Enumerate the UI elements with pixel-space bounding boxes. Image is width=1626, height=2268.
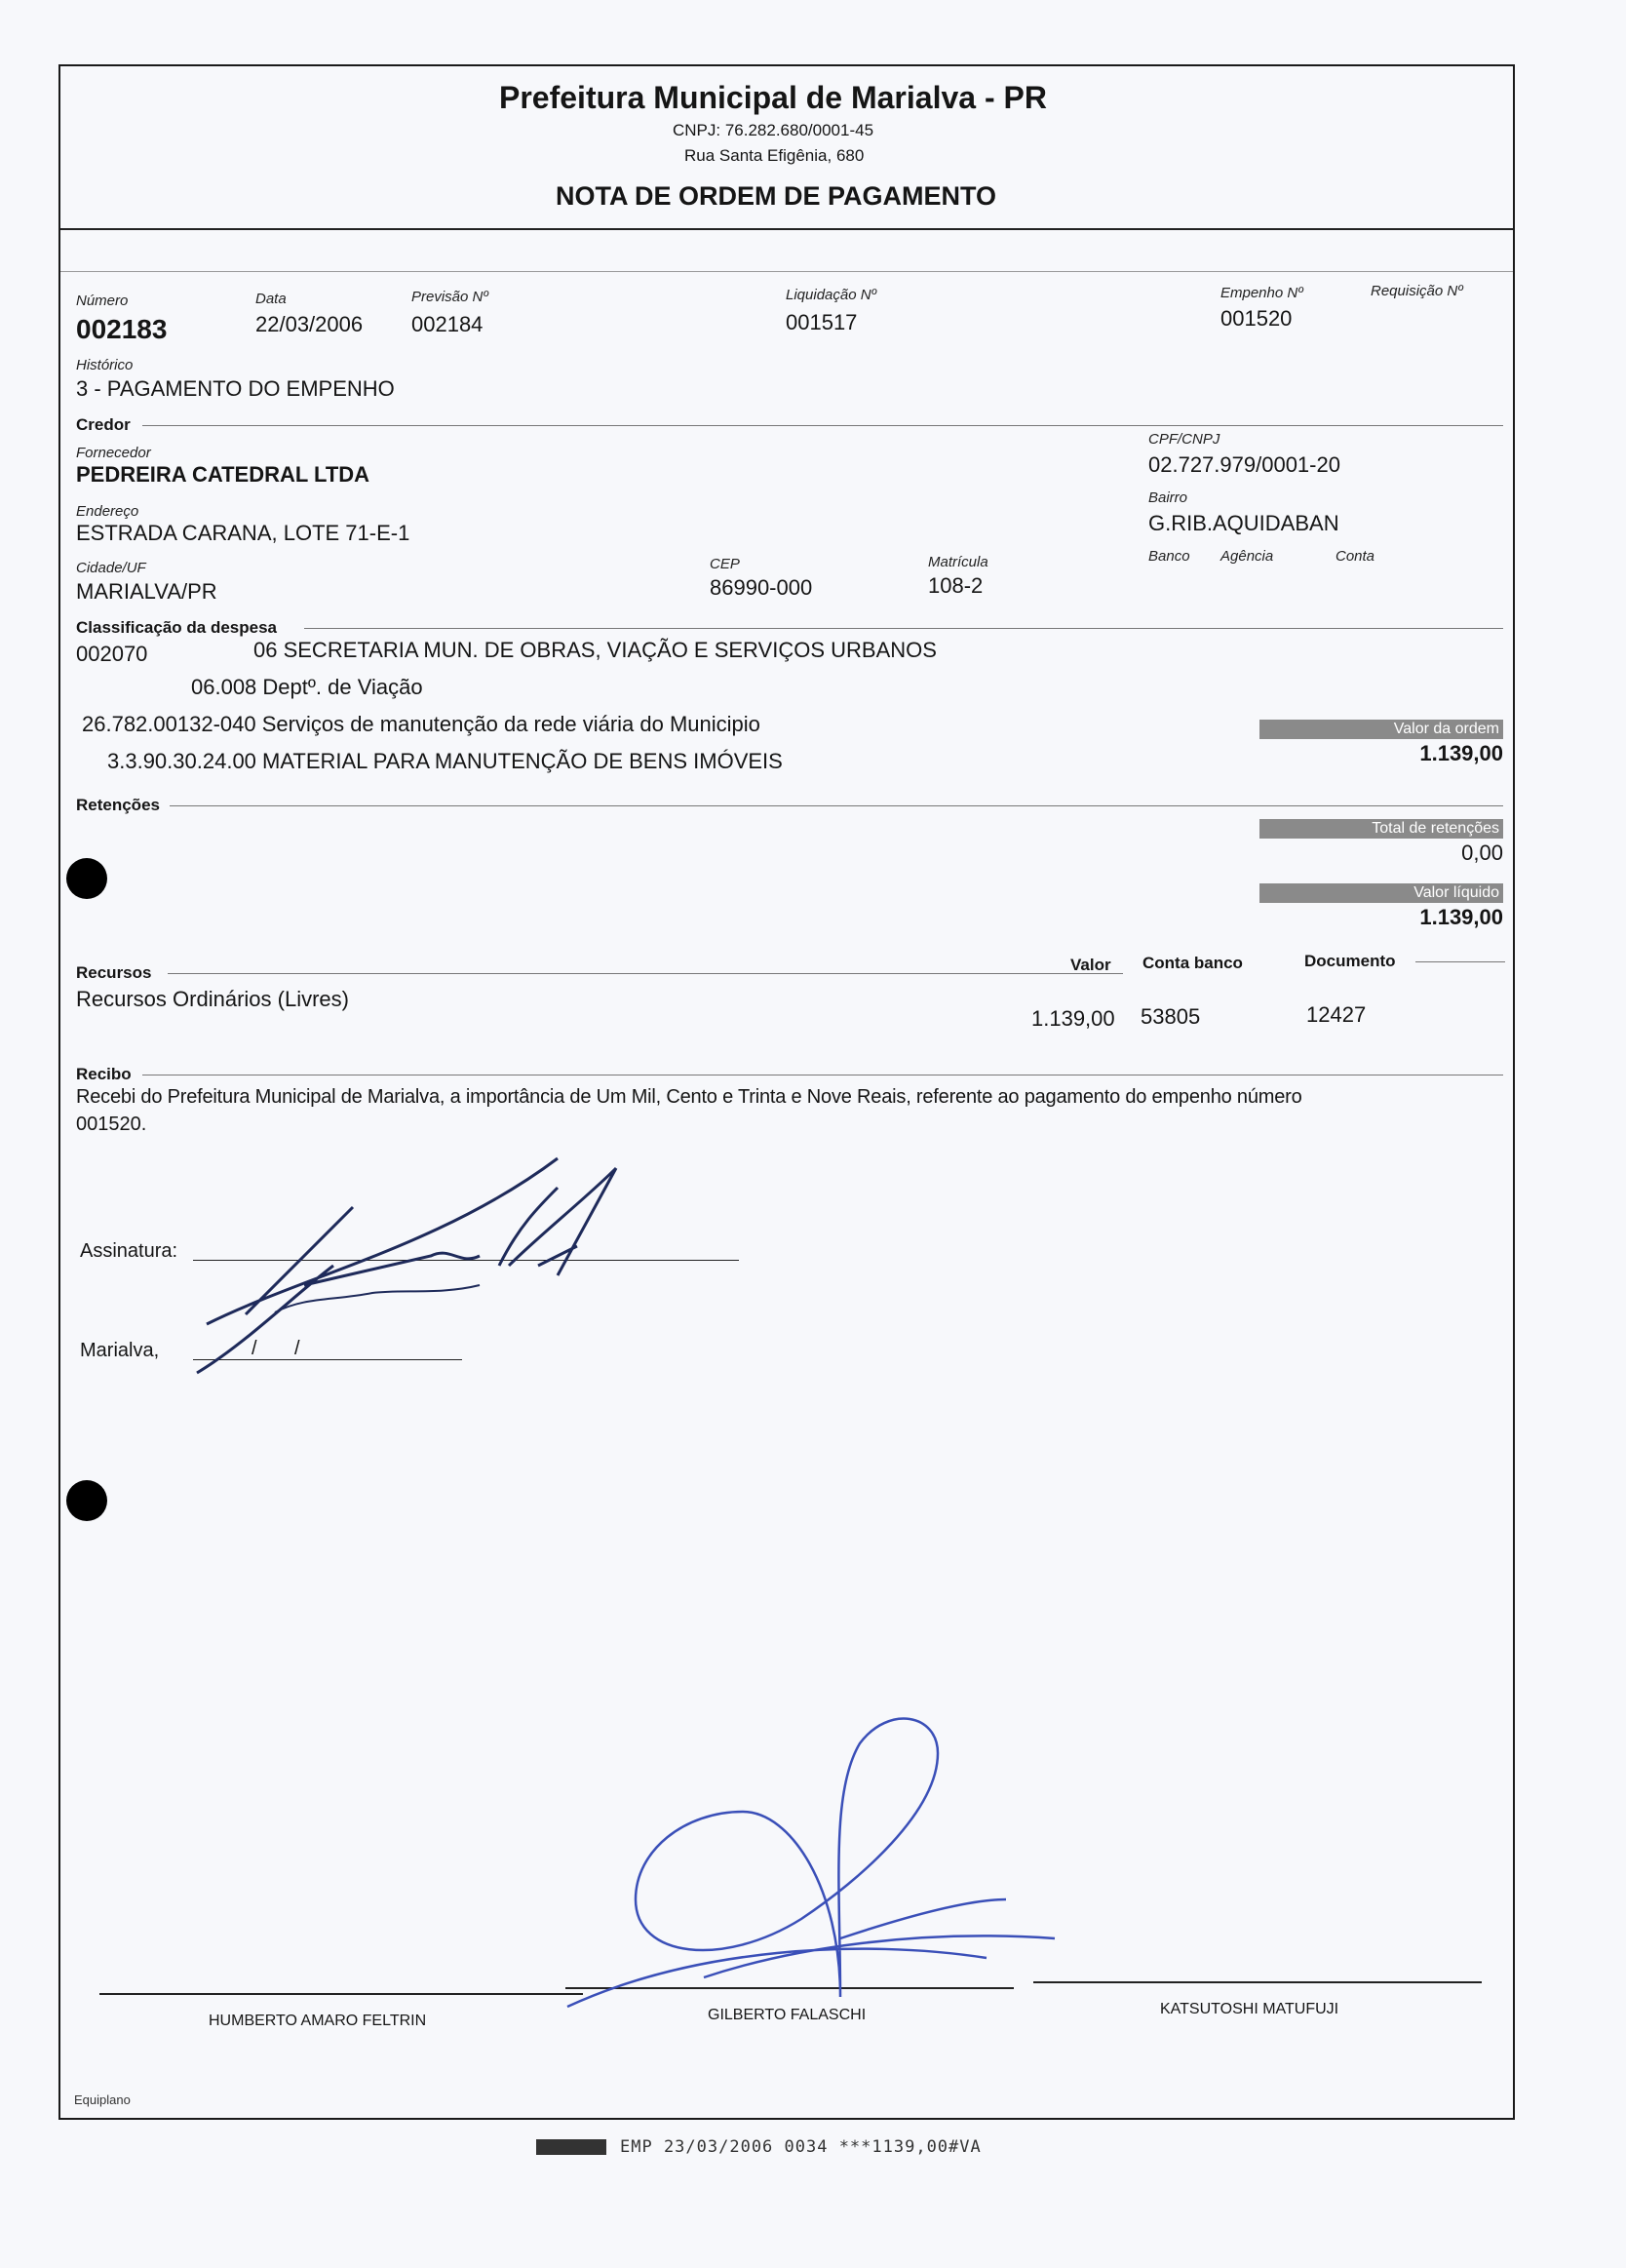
document-frame — [58, 64, 1515, 2120]
agencia-label: Agência — [1220, 548, 1274, 565]
classificacao-programa: 26.782.00132-040 Serviços de manutenção da rede viária do Municipio — [82, 712, 760, 736]
endereco-label: Endereço — [76, 503, 139, 520]
fornecedor-label: Fornecedor — [76, 445, 151, 461]
requisicao-label: Requisição Nº — [1371, 283, 1463, 299]
credor-section: Credor — [76, 415, 131, 434]
recibo-text-line2: 001520. — [76, 1114, 147, 1135]
liquidacao-value: 001517 — [786, 310, 858, 334]
cep-value: 86990-000 — [710, 575, 813, 600]
header-address: Rua Santa Efigênia, 680 — [684, 146, 865, 165]
total-retencoes-label: Total de retenções — [1259, 819, 1503, 839]
cpf-value: 02.727.979/0001-20 — [1148, 452, 1340, 477]
total-retencoes-value: 0,00 — [1461, 841, 1503, 865]
matricula-value: 108-2 — [928, 573, 984, 598]
punch-hole-bottom — [66, 1480, 107, 1521]
valor-ordem-label: Valor da ordem — [1259, 720, 1503, 739]
signature-line-1 — [99, 1993, 583, 1995]
assinatura-label: Assinatura: — [80, 1240, 178, 1262]
recursos-documento-label: Documento — [1304, 952, 1396, 970]
credor-line — [142, 425, 1503, 426]
data-value: 22/03/2006 — [255, 312, 364, 336]
numero-label: Número — [76, 293, 129, 309]
stamp-logo-icon — [536, 2139, 606, 2155]
classificacao-depto: 06.008 Deptº. de Viação — [191, 675, 423, 699]
header-divider — [60, 228, 1513, 230]
header-title: Prefeitura Municipal de Marialva - PR — [499, 80, 1047, 115]
cidade-label: Cidade/UF — [76, 560, 146, 576]
classificacao-secretaria: 06 SECRETARIA MUN. DE OBRAS, VIAÇÃO E SERVIÇOS URBANOS — [253, 638, 937, 662]
date-slash-2: / — [294, 1338, 300, 1359]
recibo-text-line1: Recebi do Prefeitura Municipal de Marialva, a importância de Um Mil, Cento e Trinta e Nove Reais, referente ao pagamento do empenho número — [76, 1086, 1302, 1108]
recursos-documento: 12427 — [1306, 1002, 1367, 1027]
recursos-conta-label: Conta banco — [1142, 954, 1243, 972]
cep-label: CEP — [710, 556, 740, 572]
blue-ink-signature — [548, 1695, 1094, 2026]
historico-value: 3 - PAGAMENTO DO EMPENHO — [76, 376, 395, 401]
stamp-text: EMP 23/03/2006 0034 ***1139,00#VA — [620, 2137, 982, 2157]
signatory-1: HUMBERTO AMARO FELTRIN — [209, 2013, 427, 2029]
valor-ordem-value: 1.139,00 — [1419, 741, 1503, 765]
valor-liquido-label: Valor líquido — [1259, 883, 1503, 903]
signatory-3: KATSUTOSHI MATUFUJI — [1160, 2001, 1339, 2017]
matricula-label: Matrícula — [928, 554, 988, 570]
recursos-section: Recursos — [76, 963, 152, 982]
local-label: Marialva, — [80, 1340, 160, 1361]
retencoes-section: Retenções — [76, 796, 160, 814]
signature-line-3 — [1033, 1981, 1482, 1983]
banco-label: Banco — [1148, 548, 1190, 565]
bairro-label: Bairro — [1148, 489, 1188, 506]
header-divider-thin — [60, 271, 1513, 272]
recursos-valor: 1.139,00 — [1031, 1006, 1115, 1031]
receipt-signature — [187, 1129, 714, 1412]
header-cnpj: CNPJ: 76.282.680/0001-45 — [673, 121, 874, 139]
fornecedor-value: PEDREIRA CATEDRAL LTDA — [76, 462, 370, 487]
empenho-label: Empenho Nº — [1220, 285, 1303, 301]
classificacao-line — [304, 628, 1503, 629]
empenho-value: 001520 — [1220, 306, 1293, 331]
classificacao-elemento: 3.3.90.30.24.00 MATERIAL PARA MANUTENÇÃO DE BENS IMÓVEIS — [107, 749, 783, 773]
recursos-line — [168, 973, 1123, 974]
endereco-value: ESTRADA CARANA, LOTE 71-E-1 — [76, 521, 410, 545]
classificacao-code: 002070 — [76, 642, 148, 666]
signatory-2: GILBERTO FALASCHI — [708, 2007, 867, 2023]
recursos-descricao: Recursos Ordinários (Livres) — [76, 987, 349, 1011]
numero-value: 002183 — [76, 314, 168, 344]
document-title: NOTA DE ORDEM DE PAGAMENTO — [556, 181, 997, 211]
previsao-label: Previsão Nº — [411, 289, 488, 305]
bairro-value: G.RIB.AQUIDABAN — [1148, 511, 1339, 535]
punch-hole-top — [66, 858, 107, 899]
software-name: Equiplano — [74, 2092, 131, 2107]
retencoes-line — [170, 805, 1503, 806]
recursos-valor-label: Valor — [1070, 956, 1111, 974]
date-slash-1: / — [252, 1338, 257, 1359]
recibo-section: Recibo — [76, 1065, 132, 1083]
valor-liquido-value: 1.139,00 — [1419, 905, 1503, 929]
previsao-value: 002184 — [411, 312, 484, 336]
classificacao-section: Classificação da despesa — [76, 618, 278, 637]
conta-label: Conta — [1336, 548, 1375, 565]
mechanical-stamp — [536, 2137, 982, 2157]
recursos-conta: 53805 — [1141, 1004, 1201, 1029]
liquidacao-label: Liquidação Nº — [786, 287, 877, 303]
data-label: Data — [255, 291, 287, 307]
cpf-label: CPF/CNPJ — [1148, 431, 1220, 448]
recursos-line-right — [1415, 961, 1505, 962]
historico-label: Histórico — [76, 357, 134, 373]
cidade-value: MARIALVA/PR — [76, 579, 217, 604]
